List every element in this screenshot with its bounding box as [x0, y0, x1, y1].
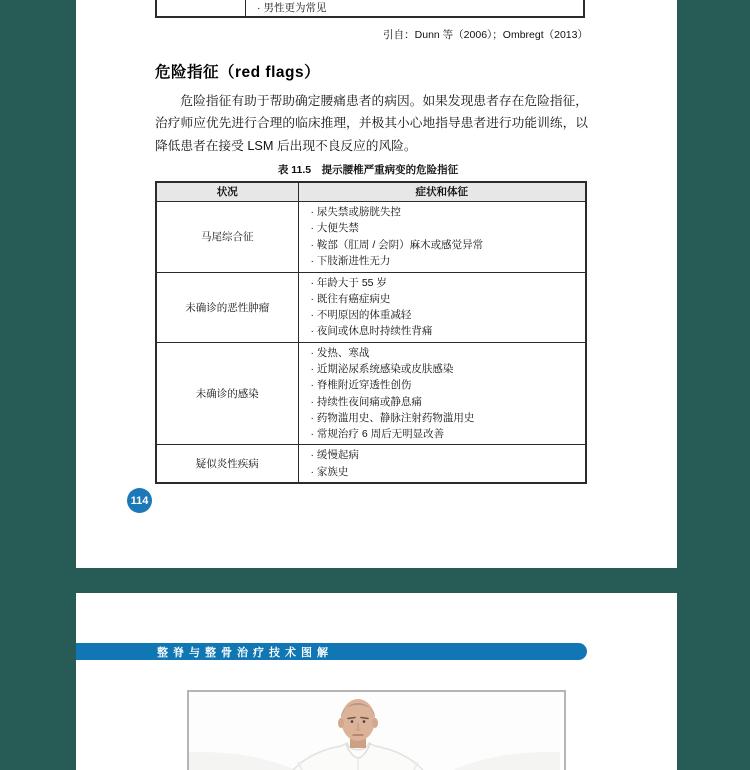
signs-cell — [298, 201, 586, 272]
patient-photo — [189, 692, 560, 770]
sign-item: · 既往有癌症病史 — [310, 292, 391, 305]
sign-item: · 近期泌尿系统感染或皮肤感染 — [310, 362, 454, 375]
table-row — [156, 445, 586, 483]
book-page-top — [76, 0, 677, 568]
left-ear — [338, 718, 344, 728]
sign-item: · 下肢渐进性无力 — [310, 254, 391, 267]
section-heading: 危险指征（red flags） — [155, 64, 321, 81]
body-paragraph: 危险指征有助于帮助确定腰痛患者的病因。如果发现患者存在危险指征，治疗师应优先进行合理的临床推理，并极其小心地指导患者进行功能训练，以降低患者在接受 LSM 后出现不良反应的风险。 — [155, 94, 588, 153]
sign-item: · 药物滥用史、静脉注射药物滥用史 — [310, 411, 475, 424]
technique-photo-frame — [187, 690, 566, 770]
risk-table-body — [156, 201, 586, 483]
sign-item: · 持续性夜间痛或静息痛 — [310, 395, 422, 408]
column-header-signs: 症状和体征 — [298, 182, 586, 201]
sign-item: · 常规治疗 6 周后无明显改善 — [310, 428, 445, 441]
sign-item: · 年龄大于 55 岁 — [310, 276, 387, 289]
book-page-bottom — [76, 593, 677, 770]
fragment-bullet-text: 男性更为常见 — [263, 2, 327, 14]
sign-item: · 尿失禁或膀胱失控 — [310, 205, 401, 218]
column-header-condition: 状况 — [156, 182, 298, 201]
table-row — [156, 342, 586, 445]
table-11-4-fragment — [155, 0, 585, 18]
chapter-header-title: 整脊与整骨治疗技术图解 — [157, 646, 333, 659]
condition-cell: 未确诊的恶性肿瘤 — [156, 272, 298, 342]
table-row — [156, 201, 586, 272]
table-header-row — [156, 182, 586, 201]
sign-item: · 大便失禁 — [310, 222, 359, 235]
sign-item: · 家族史 — [310, 465, 349, 478]
sign-item: · 鞍部（肛周 / 会阴）麻木或感觉异常 — [310, 238, 484, 251]
table-citation: 引自：Dunn 等（2006）；Ombregt（2013） — [383, 29, 588, 41]
sign-item: · 缓慢起病 — [310, 449, 359, 462]
signs-cell — [298, 445, 586, 483]
signs-cell — [298, 342, 586, 445]
signs-cell — [298, 272, 586, 342]
fragment-bullet-item — [257, 1, 327, 15]
right-eye — [363, 720, 366, 723]
sign-item: · 发热、寒战 — [310, 346, 370, 359]
condition-cell: 马尾综合征 — [156, 201, 298, 272]
red-flags-table — [155, 181, 587, 484]
page-number-badge: 114 — [127, 488, 152, 513]
table-row — [156, 272, 586, 342]
sign-item: · 不明原因的体重减轻 — [310, 309, 412, 322]
table-caption: 表 11.5 提示腰椎严重病变的危险指征 — [277, 164, 459, 176]
right-ear — [372, 718, 378, 728]
sign-item: · 脊椎附近穿透性创伤 — [310, 379, 412, 392]
bullet-glyph: · — [257, 2, 261, 14]
fragment-column-divider — [245, 0, 246, 16]
condition-cell: 未确诊的感染 — [156, 342, 298, 445]
condition-cell: 疑似炎性疾病 — [156, 445, 298, 483]
left-eye — [351, 720, 354, 723]
chapter-header-bar — [76, 643, 587, 660]
sign-item: · 夜间或休息时持续性背痛 — [310, 325, 433, 338]
